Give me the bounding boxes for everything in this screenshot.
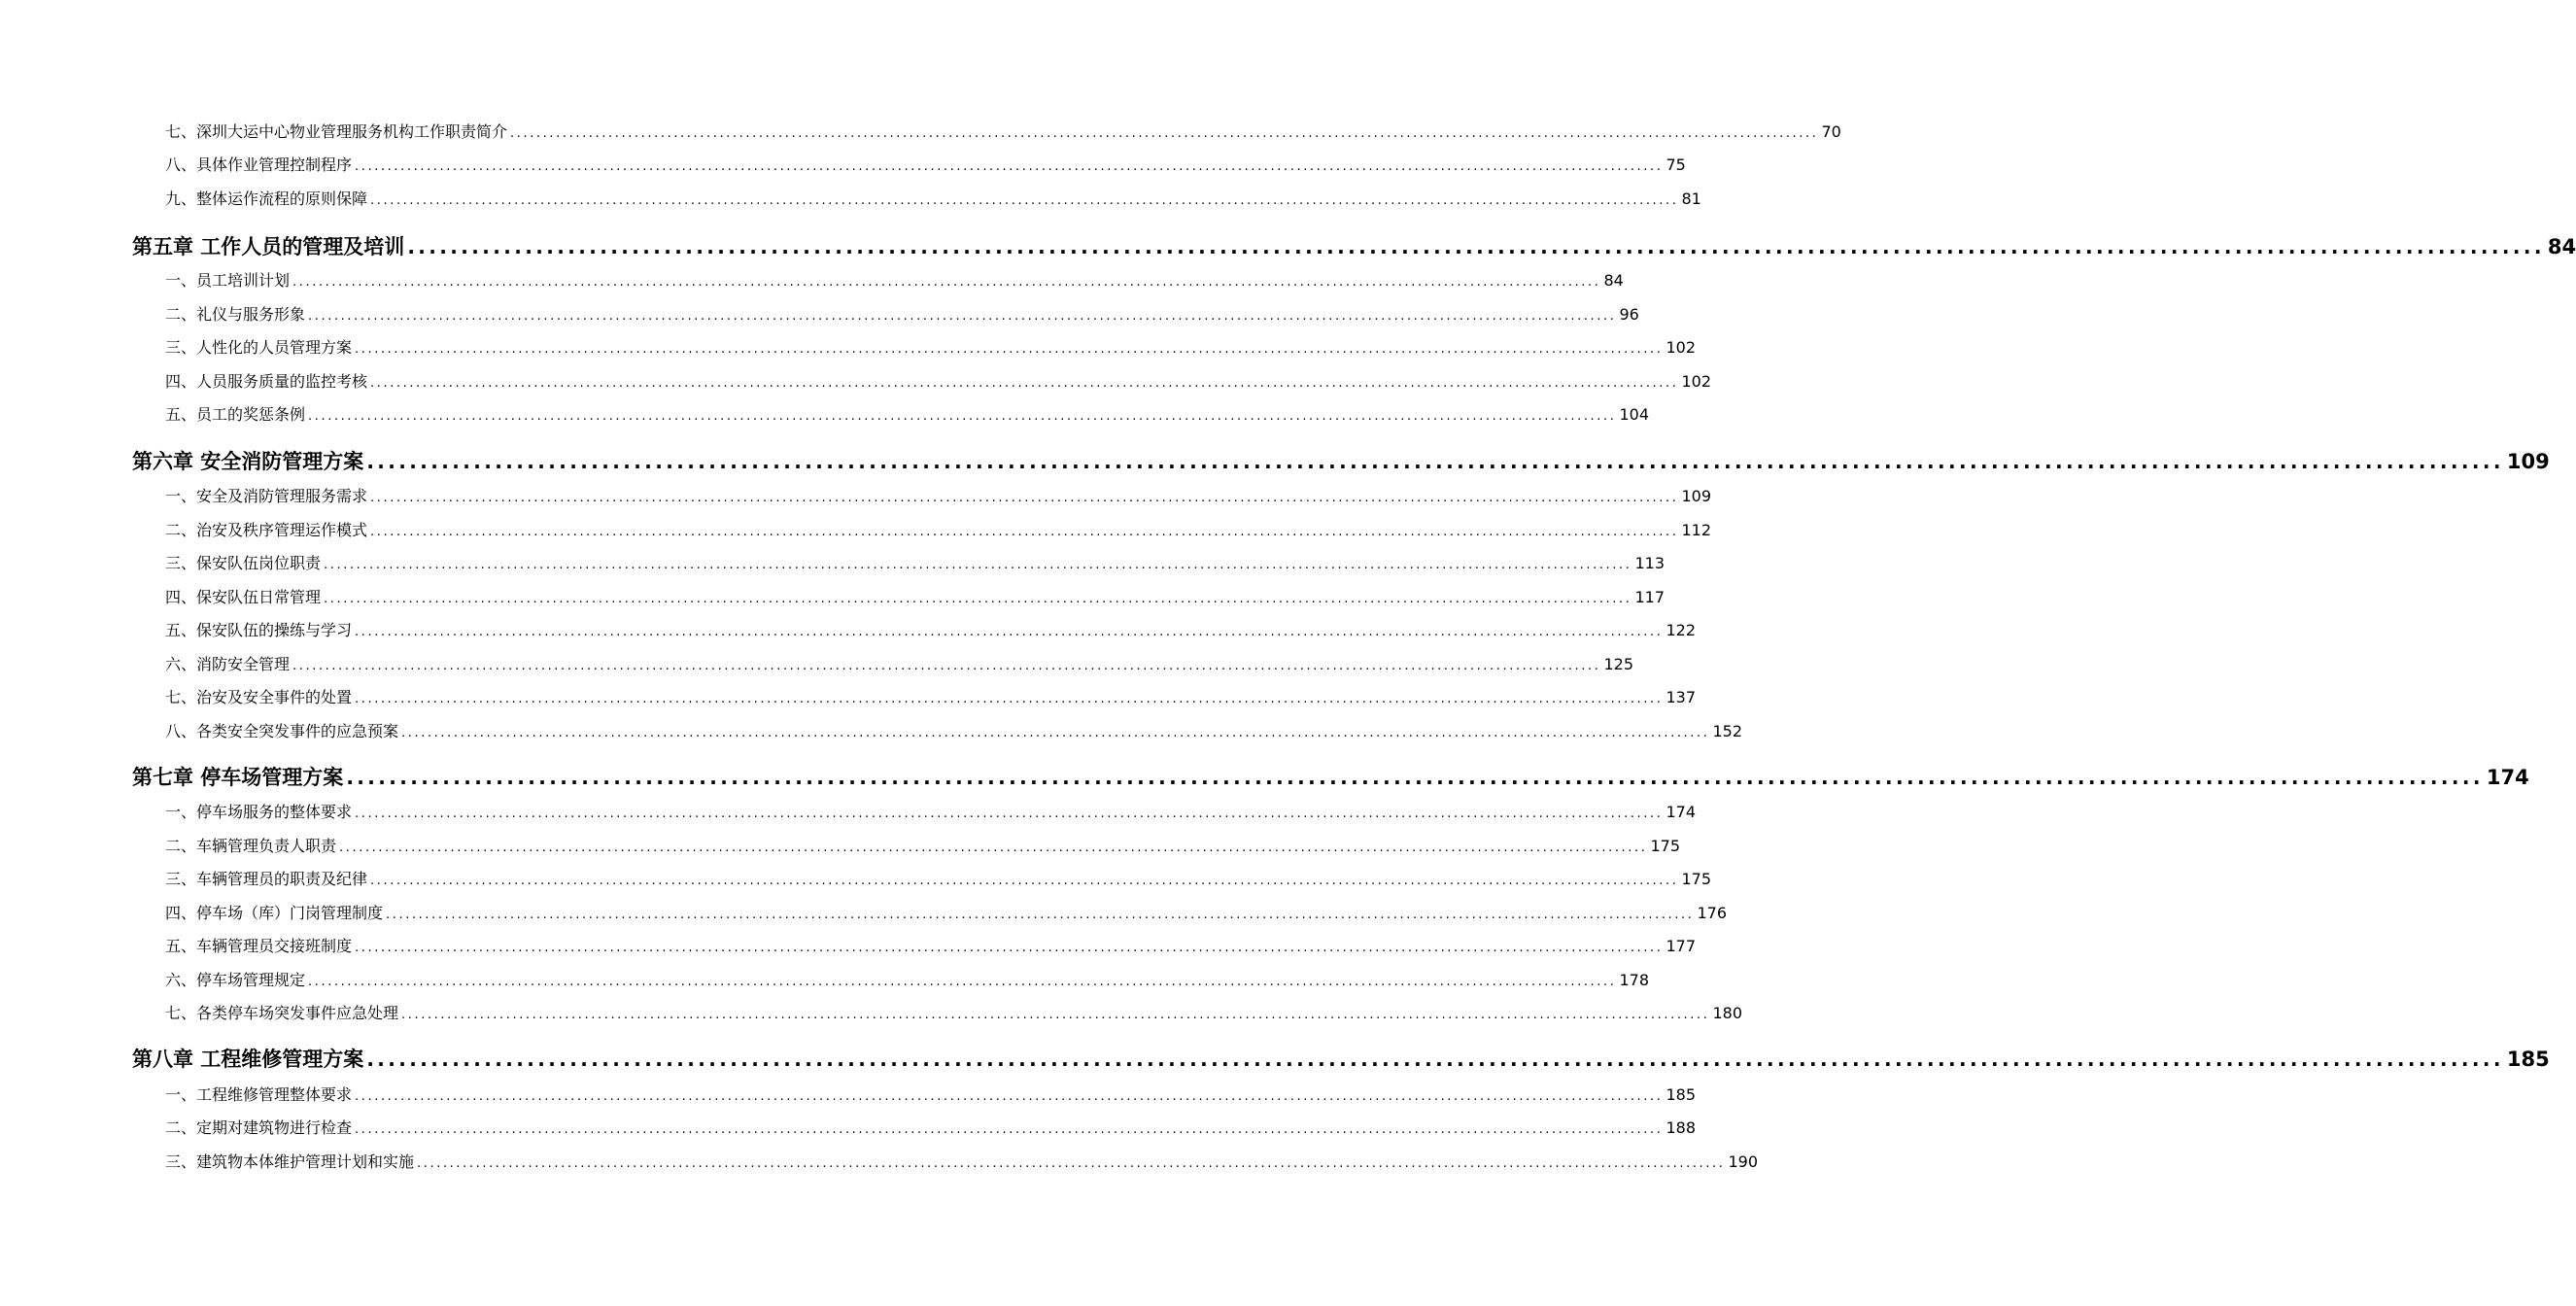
toc-entry-title: 第七章 停车场管理方案: [132, 766, 344, 789]
toc-entry-title: 六、消防安全管理: [165, 655, 291, 673]
dot-leader: ........................................................................................................................................................................................................: [386, 908, 1695, 922]
toc-entry-page-number: 102: [1681, 372, 1712, 391]
toc-entry-title: 五、员工的奖惩条例: [165, 405, 306, 424]
dot-leader: ........................................................................................................................................................................................................: [366, 450, 2504, 473]
toc-section-entry[interactable]: [165, 586, 1666, 609]
toc-entry-title: 二、治安及秩序管理运作模式: [165, 521, 368, 539]
toc-section-entry[interactable]: [165, 969, 1650, 992]
toc-entry-title: 四、人员服务质量的监控考核: [165, 372, 368, 391]
dot-leader: ........................................................................................................................................................................................................: [355, 342, 1664, 357]
toc-chapter-entry[interactable]: [132, 446, 2550, 477]
toc-entry-title: 一、安全及消防管理服务需求: [165, 487, 368, 505]
toc-entry-page-number: 70: [1821, 122, 1841, 141]
toc-entry-title: 一、工程维修管理整体要求: [165, 1085, 353, 1104]
toc-section-entry[interactable]: [165, 653, 1634, 676]
dot-leader: ........................................................................................................................................................................................................: [308, 309, 1617, 324]
toc-entry-title: 第八章 工程维修管理方案: [132, 1048, 364, 1071]
toc-entry-title: 四、停车场（库）门岗管理制度: [165, 904, 384, 922]
toc-entry-page-number: 104: [1619, 405, 1650, 424]
toc-chapter-entry[interactable]: [132, 231, 2576, 262]
toc-entry-title: 七、治安及安全事件的处置: [165, 688, 353, 706]
toc-entry-page-number: 176: [1697, 904, 1728, 922]
toc-section-entry[interactable]: [165, 1151, 1759, 1174]
dot-leader: ........................................................................................................................................................................................................: [366, 1048, 2504, 1071]
toc-entry-title: 八、各类安全突发事件的应急预案: [165, 722, 399, 740]
dot-leader: ........................................................................................................................................................................................................: [355, 807, 1664, 821]
toc-entry-page-number: 188: [1666, 1118, 1697, 1137]
toc-entry-page-number: 152: [1712, 722, 1743, 740]
toc-section-entry[interactable]: [165, 269, 1624, 292]
toc-section-entry[interactable]: [165, 1083, 1697, 1107]
toc-section-entry[interactable]: [165, 720, 1743, 743]
toc-section-entry[interactable]: [165, 686, 1697, 709]
dot-leader: ........................................................................................................................................................................................................: [355, 1089, 1664, 1104]
dot-leader: ........................................................................................................................................................................................................: [292, 275, 1601, 290]
toc-entry-page-number: 84: [2547, 235, 2576, 258]
toc-entry-page-number: 84: [1603, 271, 1624, 290]
toc-entry-title: 一、员工培训计划: [165, 271, 291, 290]
dot-leader: ........................................................................................................................................................................................................: [292, 659, 1601, 673]
dot-leader: ........................................................................................................................................................................................................: [324, 558, 1632, 572]
toc-entry-page-number: 177: [1666, 937, 1697, 955]
toc-entry-page-number: 185: [1666, 1085, 1697, 1104]
toc-entry-title: 九、整体运作流程的原则保障: [165, 189, 368, 208]
dot-leader: ........................................................................................................................................................................................................: [370, 525, 1679, 539]
toc-entry-page-number: 112: [1681, 521, 1712, 539]
toc-entry-page-number: 174: [2486, 766, 2529, 789]
dot-leader: ........................................................................................................................................................................................................: [370, 491, 1679, 505]
toc-entry-page-number: 175: [1681, 870, 1712, 888]
toc-section-entry[interactable]: [165, 801, 1697, 824]
toc-entry-title: 四、保安队伍日常管理: [165, 588, 322, 606]
toc-entry-page-number: 137: [1666, 688, 1697, 706]
toc-entry-title: 七、深圳大运中心物业管理服务机构工作职责简介: [165, 122, 508, 141]
toc-entry-page-number: 109: [2506, 450, 2550, 473]
toc-entry-page-number: 180: [1712, 1004, 1743, 1022]
dot-leader: ........................................................................................................................................................................................................: [355, 1122, 1664, 1137]
toc-section-entry[interactable]: [165, 519, 1712, 542]
dot-leader: ........................................................................................................................................................................................................: [355, 159, 1664, 174]
toc-entry-title: 三、车辆管理员的职责及纪律: [165, 870, 368, 888]
toc-entry-page-number: 117: [1634, 588, 1666, 606]
toc-entry-title: 第六章 安全消防管理方案: [132, 450, 364, 473]
toc-entry-title: 五、保安队伍的操练与学习: [165, 621, 353, 639]
toc-entry-title: 第五章 工作人员的管理及培训: [132, 235, 405, 258]
dot-leader: ........................................................................................................................................................................................................: [370, 193, 1679, 208]
toc-section-entry[interactable]: [165, 370, 1712, 394]
toc-section-entry[interactable]: [165, 868, 1712, 891]
dot-leader: ........................................................................................................................................................................................................: [355, 625, 1664, 639]
toc-entry-title: 七、各类停车场突发事件应急处理: [165, 1004, 399, 1022]
toc-section-entry[interactable]: [165, 935, 1697, 958]
toc-section-entry[interactable]: [165, 619, 1697, 642]
toc-entry-page-number: 81: [1681, 189, 1701, 208]
toc-entry-page-number: 122: [1666, 621, 1697, 639]
toc-section-entry[interactable]: [165, 120, 1841, 144]
toc-section-entry[interactable]: [165, 1117, 1697, 1140]
toc-section-entry[interactable]: [165, 336, 1697, 360]
toc-chapter-entry[interactable]: [132, 762, 2529, 793]
toc-entry-page-number: 109: [1681, 487, 1712, 505]
toc-entry-title: 三、保安队伍岗位职责: [165, 554, 322, 572]
dot-leader: ........................................................................................................................................................................................................: [346, 766, 2484, 789]
dot-leader: ........................................................................................................................................................................................................: [355, 941, 1664, 955]
toc-section-entry[interactable]: [165, 835, 1681, 858]
dot-leader: ........................................................................................................................................................................................................: [417, 1156, 1726, 1171]
toc-entry-page-number: 185: [2506, 1048, 2550, 1071]
dot-leader: ........................................................................................................................................................................................................: [407, 235, 2545, 258]
toc-entry-title: 三、建筑物本体维护管理计划和实施: [165, 1152, 415, 1171]
toc-section-entry[interactable]: [165, 902, 1728, 925]
toc-section-entry[interactable]: [165, 485, 1712, 508]
dot-leader: ........................................................................................................................................................................................................: [308, 975, 1617, 989]
toc-section-entry[interactable]: [165, 303, 1639, 326]
dot-leader: ........................................................................................................................................................................................................: [370, 874, 1679, 888]
toc-entry-page-number: 113: [1634, 554, 1666, 572]
dot-leader: ........................................................................................................................................................................................................: [510, 126, 1819, 141]
toc-entry-page-number: 75: [1666, 155, 1686, 174]
dot-leader: ........................................................................................................................................................................................................: [401, 726, 1710, 740]
dot-leader: ........................................................................................................................................................................................................: [401, 1008, 1710, 1022]
dot-leader: ........................................................................................................................................................................................................: [339, 841, 1648, 855]
toc-entry-page-number: 175: [1650, 837, 1681, 855]
toc-entry-title: 六、停车场管理规定: [165, 971, 306, 989]
dot-leader: ........................................................................................................................................................................................................: [370, 376, 1679, 391]
dot-leader: ........................................................................................................................................................................................................: [355, 692, 1664, 706]
toc-chapter-entry[interactable]: [132, 1044, 2550, 1075]
toc-entry-page-number: 178: [1619, 971, 1650, 989]
dot-leader: ........................................................................................................................................................................................................: [308, 409, 1617, 424]
toc-entry-title: 一、停车场服务的整体要求: [165, 803, 353, 821]
toc-entry-title: 二、定期对建筑物进行检查: [165, 1118, 353, 1137]
toc-section-entry[interactable]: [165, 188, 1701, 211]
toc-entry-title: 二、礼仪与服务形象: [165, 305, 306, 324]
toc-entry-page-number: 96: [1619, 305, 1639, 324]
toc-entry-page-number: 174: [1666, 803, 1697, 821]
toc-entry-title: 五、车辆管理员交接班制度: [165, 937, 353, 955]
toc-section-entry[interactable]: [165, 403, 1650, 427]
toc-entry-title: 八、具体作业管理控制程序: [165, 155, 353, 174]
toc-section-entry[interactable]: [165, 154, 1686, 177]
toc-entry-page-number: 125: [1603, 655, 1634, 673]
toc-entry-title: 三、人性化的人员管理方案: [165, 338, 353, 357]
toc-entry-page-number: 190: [1728, 1152, 1759, 1171]
toc-entry-title: 二、车辆管理负责人职责: [165, 837, 337, 855]
toc-entry-page-number: 102: [1666, 338, 1697, 357]
toc-section-entry[interactable]: [165, 552, 1666, 575]
toc-section-entry[interactable]: [165, 1002, 1743, 1025]
dot-leader: ........................................................................................................................................................................................................: [324, 592, 1632, 606]
